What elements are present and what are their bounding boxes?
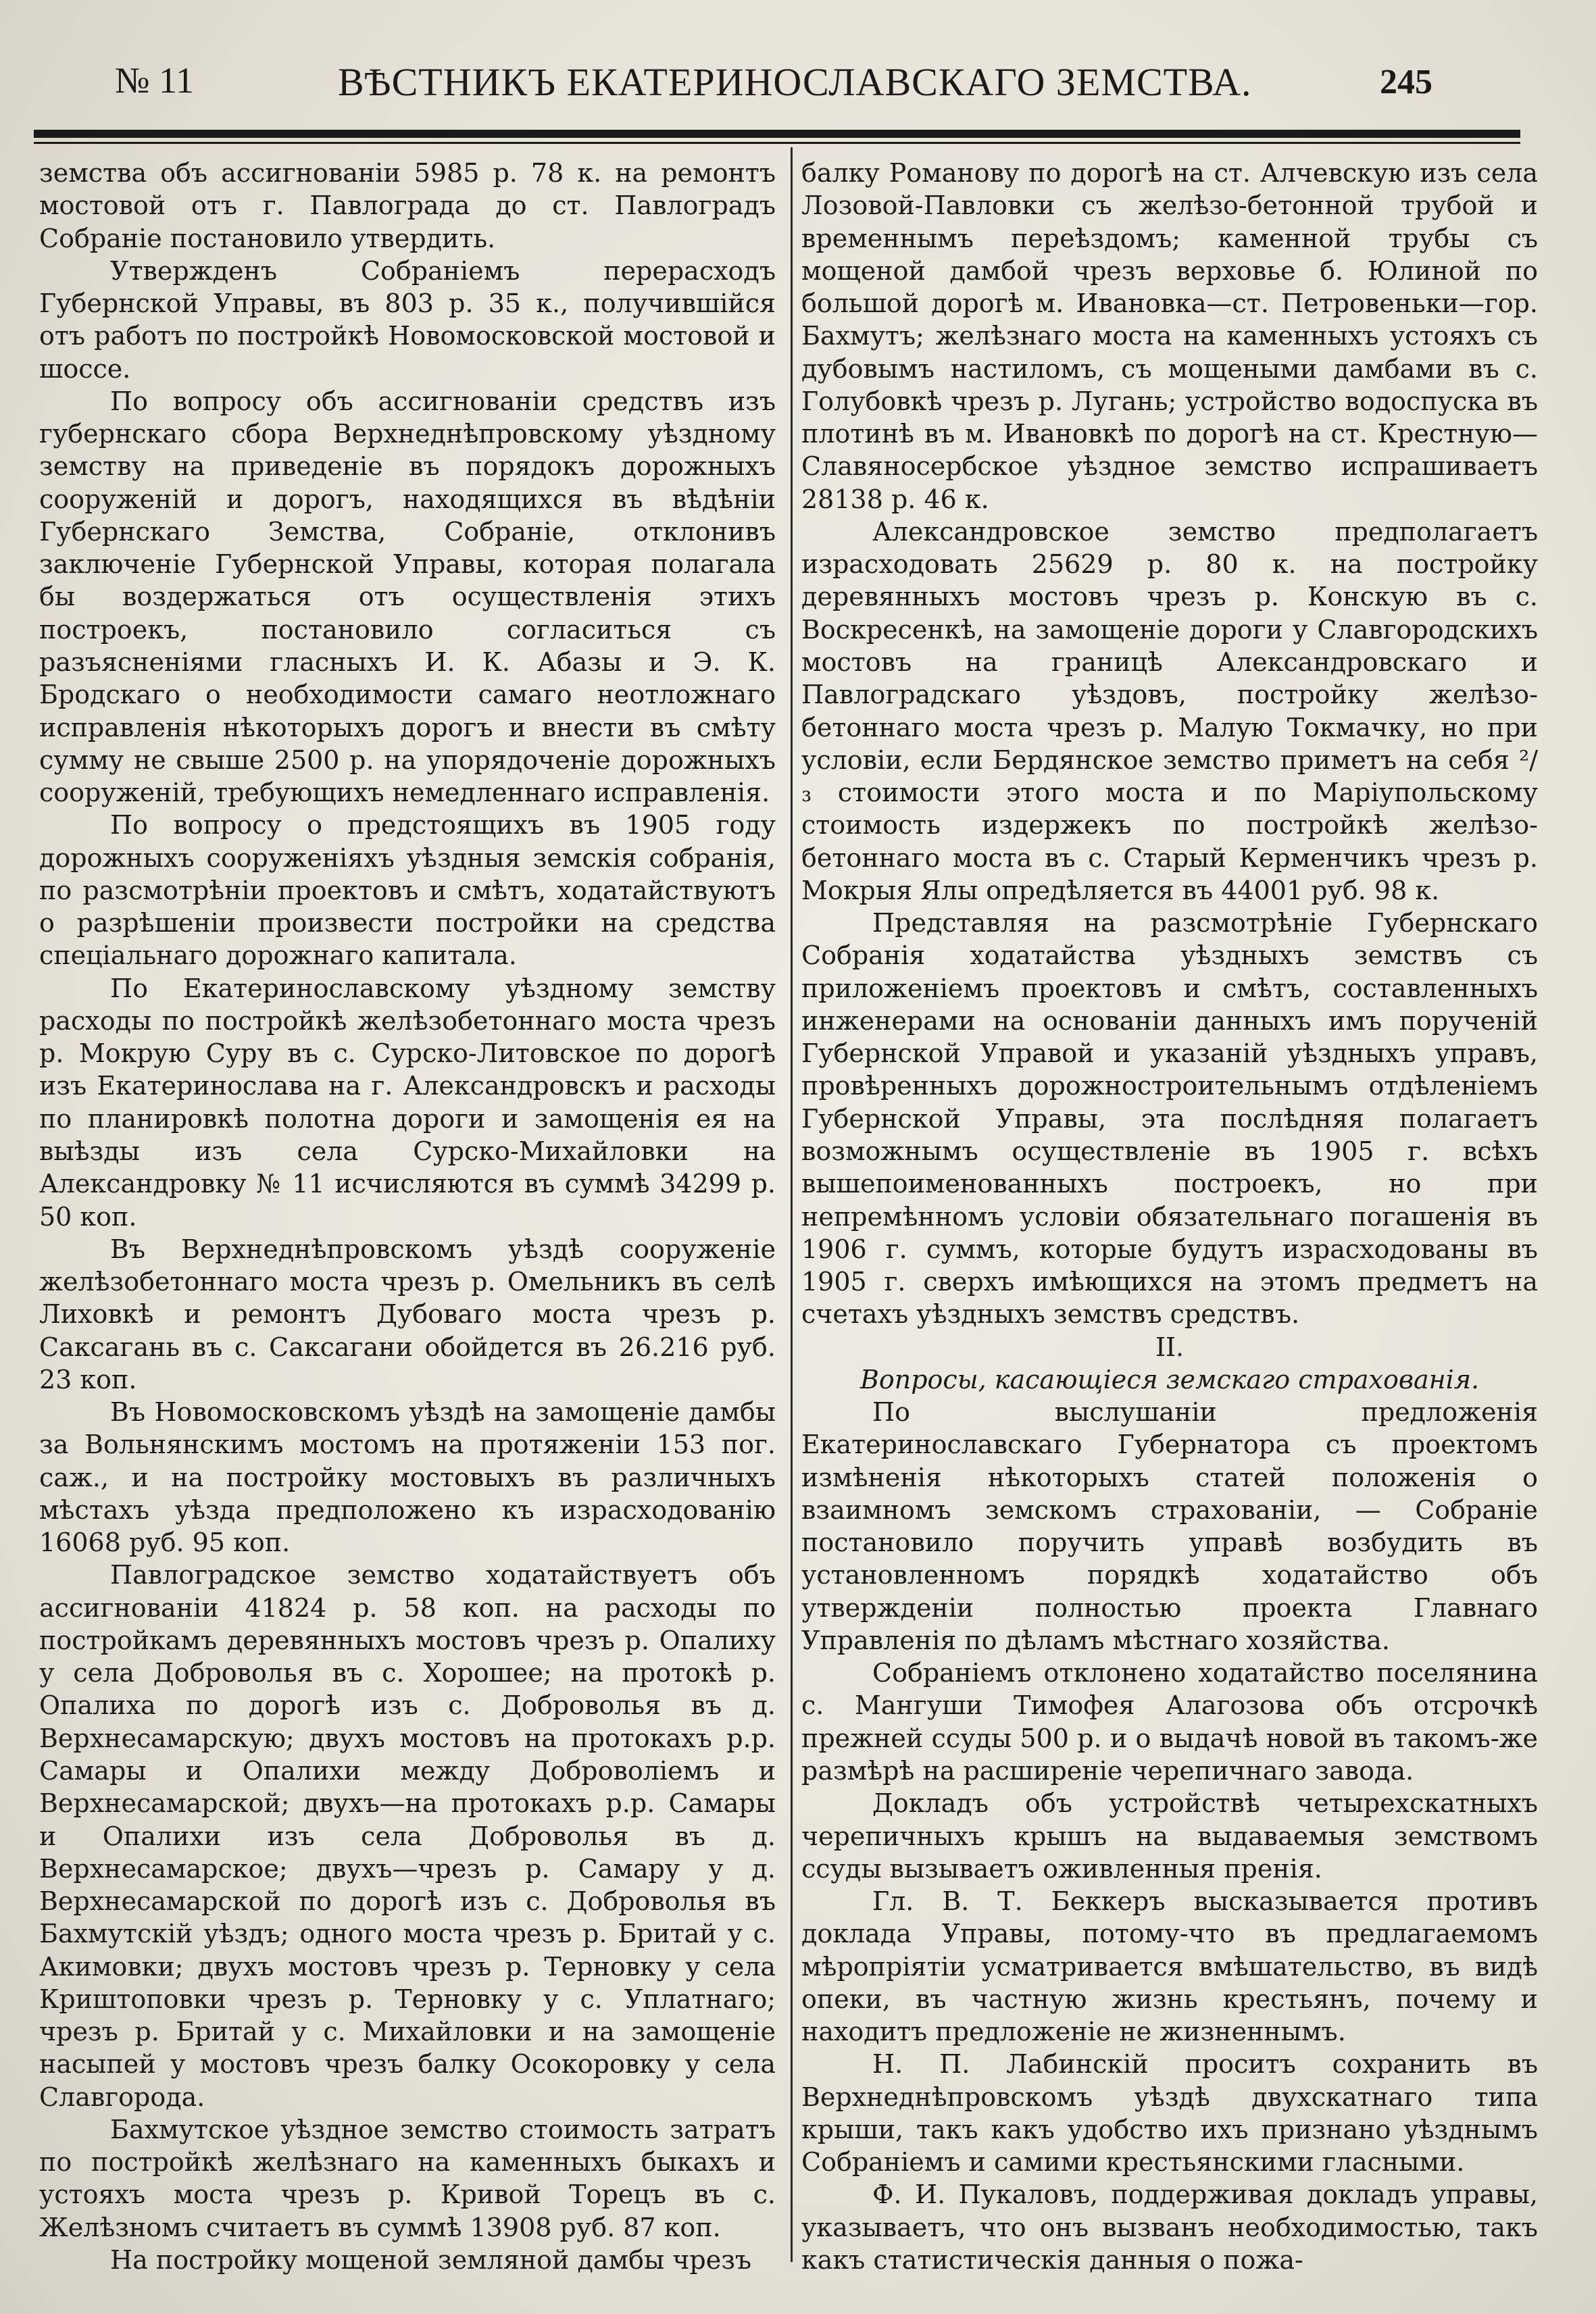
journal-title: ВѢСТНИКЪ ЕКАТЕРИНОСЛАВСКАГО ЗЕМСТВА. — [338, 60, 1252, 104]
section-number: II. — [1155, 1332, 1184, 1362]
section-heading: Вопросы, касающіеся земскаго страхованія. — [859, 1364, 1480, 1394]
paragraph: По выслушаніи предложенія Екатеринославскаго Губернатора съ проектомъ измѣненія нѣкоторыхъ статей положенія о взаимномъ земскомъ страхованіи, — Собраніе постановило поручить управѣ возбудить въ установленномъ порядкѣ ходатайство объ утвержденіи полностью проекта Главнаго Управленія по дѣламъ мѣстнаго хозяйства. — [801, 1397, 1538, 1655]
right-column — [801, 157, 1538, 2276]
page-header — [115, 59, 1453, 114]
header-rule-thick — [34, 130, 1520, 138]
paragraph: Павлоградское земство ходатайствуетъ объ ассигнованіи 41824 р. 58 коп. на расходы по постройкамъ деревянныхъ мостовъ чрезъ р. Опалиху у села Доброволья въ с. Хорошее; на протокѣ р. Опалиха по дорогѣ изъ с. Доброволья въ д. Верхнесамарскую; двухъ мостовъ на протокахъ р.р. Самары и Опалихи между Доброволіемъ и Верхнесамарской; двухъ—на протокахъ р.р. Самары и Опалихи изъ села Доброволья въ д. Верхнесамарское; двухъ—чрезъ р. Самару у д. Верхнесамарской по дорогѣ изъ с. Доброволья въ Бахмутскій уѣздъ; одного моста чрезъ р. Бритай у с. Акимовки; двухъ мостовъ чрезъ р. Терновку у села Криштоповки чрезъ р. Терновку у с. Уплатнаго; чрезъ р. Бритай у с. Михайловки и на замощеніе насыпей у мостовъ чрезъ балку Осокоровку у села Славгорода. — [39, 1560, 776, 2112]
paragraph: Въ Новомосковскомъ уѣздѣ на замощеніе дамбы за Вольнянскимъ мостомъ на протяженіи 153 пог. саж., и на постройку мостовыхъ въ различныхъ мѣстахъ уѣзда предположено къ израсходованію 16068 руб. 95 коп. — [39, 1397, 776, 1558]
paragraph: Въ Верхнеднѣпровскомъ уѣздѣ сооруженіе желѣзобетоннаго моста чрезъ р. Омельникъ въ селѣ Лиховкѣ и ремонтъ Дубоваго моста чрезъ р. Саксагань въ с. Саксагани обойдется въ 26.216 руб. 23 коп. — [39, 1234, 776, 1394]
paragraph: На постройку мощеной земляной дамбы чрезъ — [110, 2245, 752, 2275]
paragraph: Представляя на разсмотрѣніе Губернскаго Собранія ходатайства уѣздныхъ земствъ съ приложеніемъ проектовъ и смѣтъ, составленныхъ инженерами на основаніи данныхъ имъ порученій Губернской Управой и указаній уѣздныхъ управъ, провѣренныхъ дорожностроительнымъ отдѣленіемъ Губернской Управы, эта послѣдняя полагаетъ возможнымъ осуществленіе въ 1905 г. всѣхъ вышепоименованныхъ построекъ, но при непремѣнномъ условіи обязательнаго погашенія въ 1906 г. суммъ, которые будутъ израсходованы въ 1905 г. сверхъ имѣющихся на этомъ предметъ на счетахъ уѣздныхъ земствъ средствъ. — [801, 908, 1538, 1330]
paragraph: По вопросу о предстоящихъ въ 1905 году дорожныхъ сооруженіяхъ уѣздныя земскія собранія, по разсмотрѣніи проектовъ и смѣтъ, ходатайствуютъ о разрѣшеніи произвести постройки на средства спеціальнаго дорожнаго капитала. — [39, 810, 776, 971]
column-divider — [791, 147, 793, 2262]
paragraph: Собраніемъ отклонено ходатайство поселянина с. Мангуши Тимофея Алагозова объ отсрочкѣ прежней ссуды 500 р. и о выдачѣ новой въ такомъ-же размѣрѣ на расширеніе черепичнаго завода. — [801, 1658, 1538, 1786]
paragraph: По Екатеринославскому уѣздному земству расходы по постройкѣ желѣзобетоннаго моста чрезъ р. Мокрую Суру въ с. Сурско-Литовское по дорогѣ изъ Екатеринослава на г. Александровскъ и расходы по планировкѣ полотна дороги и замощенія ея на выѣзды изъ села Сурско-Михайловки на Александровку № 11 исчисляются въ суммѣ 34299 р. 50 коп. — [39, 973, 776, 1232]
header-rule-thin — [34, 142, 1520, 144]
page-number: 245 — [1380, 63, 1432, 101]
paragraph: Утвержденъ Собраніемъ перерасходъ Губернской Управы, въ 803 р. 35 к., получившійся отъ работъ по постройкѣ Новомосковской мостовой и шоссе. — [39, 255, 776, 384]
paragraph: Н. П. Лабинскій проситъ сохранить въ Верхнеднѣпровскомъ уѣздѣ двухскатнаго типа крыши, такъ какъ удобство ихъ признано уѣзднымъ Собраніемъ и самими крестьянскими гласными. — [801, 2049, 1538, 2178]
paragraph: Докладъ объ устройствѣ четырехскатныхъ черепичныхъ крышъ на выдаваемыя земствомъ ссуды вызываетъ оживленныя пренія. — [801, 1788, 1538, 1884]
paragraph: Ф. И. Пукаловъ, поддерживая докладъ управы, указываетъ, что онъ вызванъ необходимостью, такъ какъ статистическія данныя о пожа- — [801, 2180, 1538, 2275]
left-column — [39, 157, 776, 2276]
paragraph: Бахмутское уѣздное земство стоимость затратъ по постройкѣ желѣзнаго на каменныхъ быкахъ и устояхъ моста чрезъ р. Кривой Торецъ въ с. Желѣзномъ считаетъ въ суммѣ 13908 руб. 87 коп. — [39, 2114, 776, 2242]
paragraph: По вопросу объ ассигнованіи средствъ изъ губернскаго сбора Верхнеднѣпровскому уѣздному земству на приведеніе въ порядокъ дорожныхъ сооруженій и дорогъ, находящихся въ вѣдѣніи Губернскаго Земства, Собраніе, отклонивъ заключеніе Губернской Управы, которая полагала бы воздержаться отъ осуществленія этихъ построекъ, постановило согласиться съ разъясненіями гласныхъ И. К. Абазы и Э. К. Бродскаго о необходимости самаго неотложнаго исправленія нѣкоторыхъ дорогъ и внести въ смѣту сумму не свыше 2500 р. на упорядоченіе дорожныхъ сооруженій, требующихъ немедленнаго исправленія. — [39, 386, 776, 808]
paragraph: земства объ ассигнованіи 5985 р. 78 к. на ремонтъ мостовой отъ г. Павлограда до ст. Павлоградъ Собраніе постановило утвердить. — [39, 158, 776, 253]
paragraph: Александровское земство предполагаетъ израсходовать 25629 р. 80 к. на постройку деревянныхъ мостовъ чрезъ р. Конскую въ с. Воскресенкѣ, на замощеніе дороги у Славгородскихъ мостовъ на границѣ Александровскаго и Павлоградскаго уѣздовъ, постройку желѣзо-бетоннаго моста чрезъ р. Малую Токмачку, но при условіи, если Бердянское земство приметъ на себя ²/₃ стоимости этого моста и по Маріупольскому стоимость издержекъ по постройкѣ желѣзо-бетоннаго моста въ с. Старый Керменчикъ чрезъ р. Мокрыя Ялы опредѣляется въ 44001 руб. 98 к. — [801, 516, 1538, 905]
issue-number: № 11 — [115, 60, 195, 101]
paragraph: балку Романову по дорогѣ на ст. Алчевскую изъ села Лозовой-Павловки съ желѣзо-бетонной трубой и временнымъ переѣздомъ; каменной трубы съ мощеной дамбой чрезъ верховье б. Юлиной по большой дорогѣ м. Ивановка—ст. Петровеньки—гор. Бахмутъ; желѣзнаго моста на каменныхъ устояхъ съ дубовымъ настиломъ, съ мощеными дамбами въ с. Голубовкѣ чрезъ р. Лугань; устройство водоспуска въ плотинѣ въ м. Ивановкѣ по дорогѣ на ст. Крестную—Славяносербское уѣздное земство испрашиваетъ 28138 р. 46 к. — [801, 158, 1538, 514]
paragraph: Гл. В. Т. Беккеръ высказывается противъ доклада Управы, потому-что въ предлагаемомъ мѣропріятіи усматривается вмѣшательство, въ видѣ опеки, въ частную жизнь крестьянъ, почему и находитъ предложеніе не жизненнымъ. — [801, 1886, 1538, 2047]
